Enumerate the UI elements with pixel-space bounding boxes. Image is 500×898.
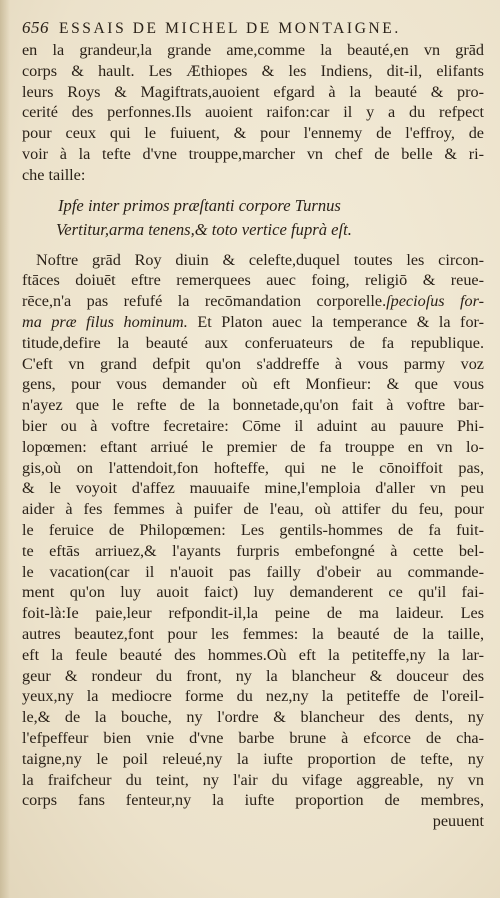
catchword: peuuent [432,812,484,831]
text-line: pour ceux qui le fuiuent, & pour l'ennemy de l'effroy, de [22,124,484,143]
text-line: C'eft vn grand defpit qu'on s'addreffe à vous parmy voz [22,354,484,373]
text-line: & le voyoit d'affez mauuaife mine,l'emploia d'aller vn peu [22,479,484,498]
text-line: eft la feule beauté des hommes.Où eft la petiteffe,ny la lar- [22,645,484,664]
text-line [22,291,484,312]
text-line: n'ayez que le refte de la bonnetade,qu'on fait à voftre bar- [22,396,484,415]
text-line [22,312,484,333]
text-line: corps & hault. Les Æthiopes & les Indiens, dit-il, elifants [22,61,484,80]
text-run: rēce,n'a pas refufé la recōmandation corporelle. [22,292,387,311]
text-line: che taille: [22,165,86,184]
text-line: le,& de la bouche, ny l'ordre & blancheur des dents, ny [22,708,484,727]
text-line: yeux,ny la mediocre forme du nez,ny la petiteffe de l'oreil- [22,687,484,706]
text-line: lopœmen: eftant arriué le premier de fa trouppe en vn lo- [22,437,484,456]
text-line: foit-là:Ie paie,leur refpondit-il,la peine de ma laideur. Les [22,604,484,623]
text-line: la fraifcheur du teint, ny l'air du vifage aggreable, ny vn [22,770,484,789]
text-line: cerité des perfonnes.Ils auoient raifon:car il y a du refpect [22,103,484,122]
text-line: ment qu'on luy auoit faict) luy demanderent ce qu'il fai- [22,583,484,602]
latin-citation: ſpecioſus for- [386,292,484,311]
latin-quote-line: Ipfe inter primos præſtanti corpore Turnus [58,195,341,215]
text-line: aider à fes femmes à puifer de l'eau, où attifer du feu, pour [22,500,484,519]
text-line: en la grandeur,la grande ame,comme la beauté,en vn grād [22,41,484,59]
text-line: le vacation(car il n'auoit pas failly d'obeir au commande- [22,562,484,581]
body-text [22,40,484,831]
text-run: Et Platon auec la temperance & la for- [187,312,484,331]
text-line: voir à la tefte d'vne trouppe,marcher vn chef de belle & ri- [22,144,484,163]
text-line: Noftre grād Roy diuin & celefte,duquel toutes les circon- [36,250,484,269]
text-line: l'efpeffeur bien vnie d'vne barbe brune à efcorce de cha- [22,728,484,747]
paragraph-continuation [22,333,484,811]
page-gutter-shadow [0,0,10,898]
page-number: 656 [22,18,49,37]
page-header [22,16,482,40]
running-head: ESSAIS DE MICHEL DE MONTAIGNE. [59,20,401,37]
text-line: taigne,ny le poil releué,ny la iufte proportion de tefte, ny [22,749,484,768]
text-line: gens, pour vous demander où eft Monfieur: & que vous [22,375,484,394]
text-line: bier ou à voftre fecretaire: Cōme il aduint au pauure Phi- [22,416,484,435]
text-line: autres beautez,font pour les femmes: la beauté de la taille, [22,624,484,643]
text-line: leurs Roys & Magiftrats,auoient efgard à la beauté & pro- [22,82,484,101]
latin-citation: ma præ filus hominum. [22,312,188,331]
text-line: ftāces doiuēt eftre remerquees auec foing, religiō & reue- [22,271,484,290]
latin-quote-line: Vertitur,arma tenens,& toto vertice fuprà eſt. [56,219,352,239]
text-line: corps fans fenteur,ny la iufte proportion de membres, [22,791,484,810]
text-line: te eftās arriuez,& l'ayants furpris embefongné à cette bel- [22,541,484,560]
text-line: geur & rondeur du front, ny la blancheur & douceur des [22,666,484,685]
text-line: titude,defire la beauté aux conferuateurs de fa republique. [22,333,484,352]
text-line: le feruice de Philopœmen: Les gentils-hommes de fa fuit- [22,520,484,539]
text-line: gis,où on l'attendoit,fon hofteffe, qui ne le cōnoiffoit pas, [22,458,484,477]
